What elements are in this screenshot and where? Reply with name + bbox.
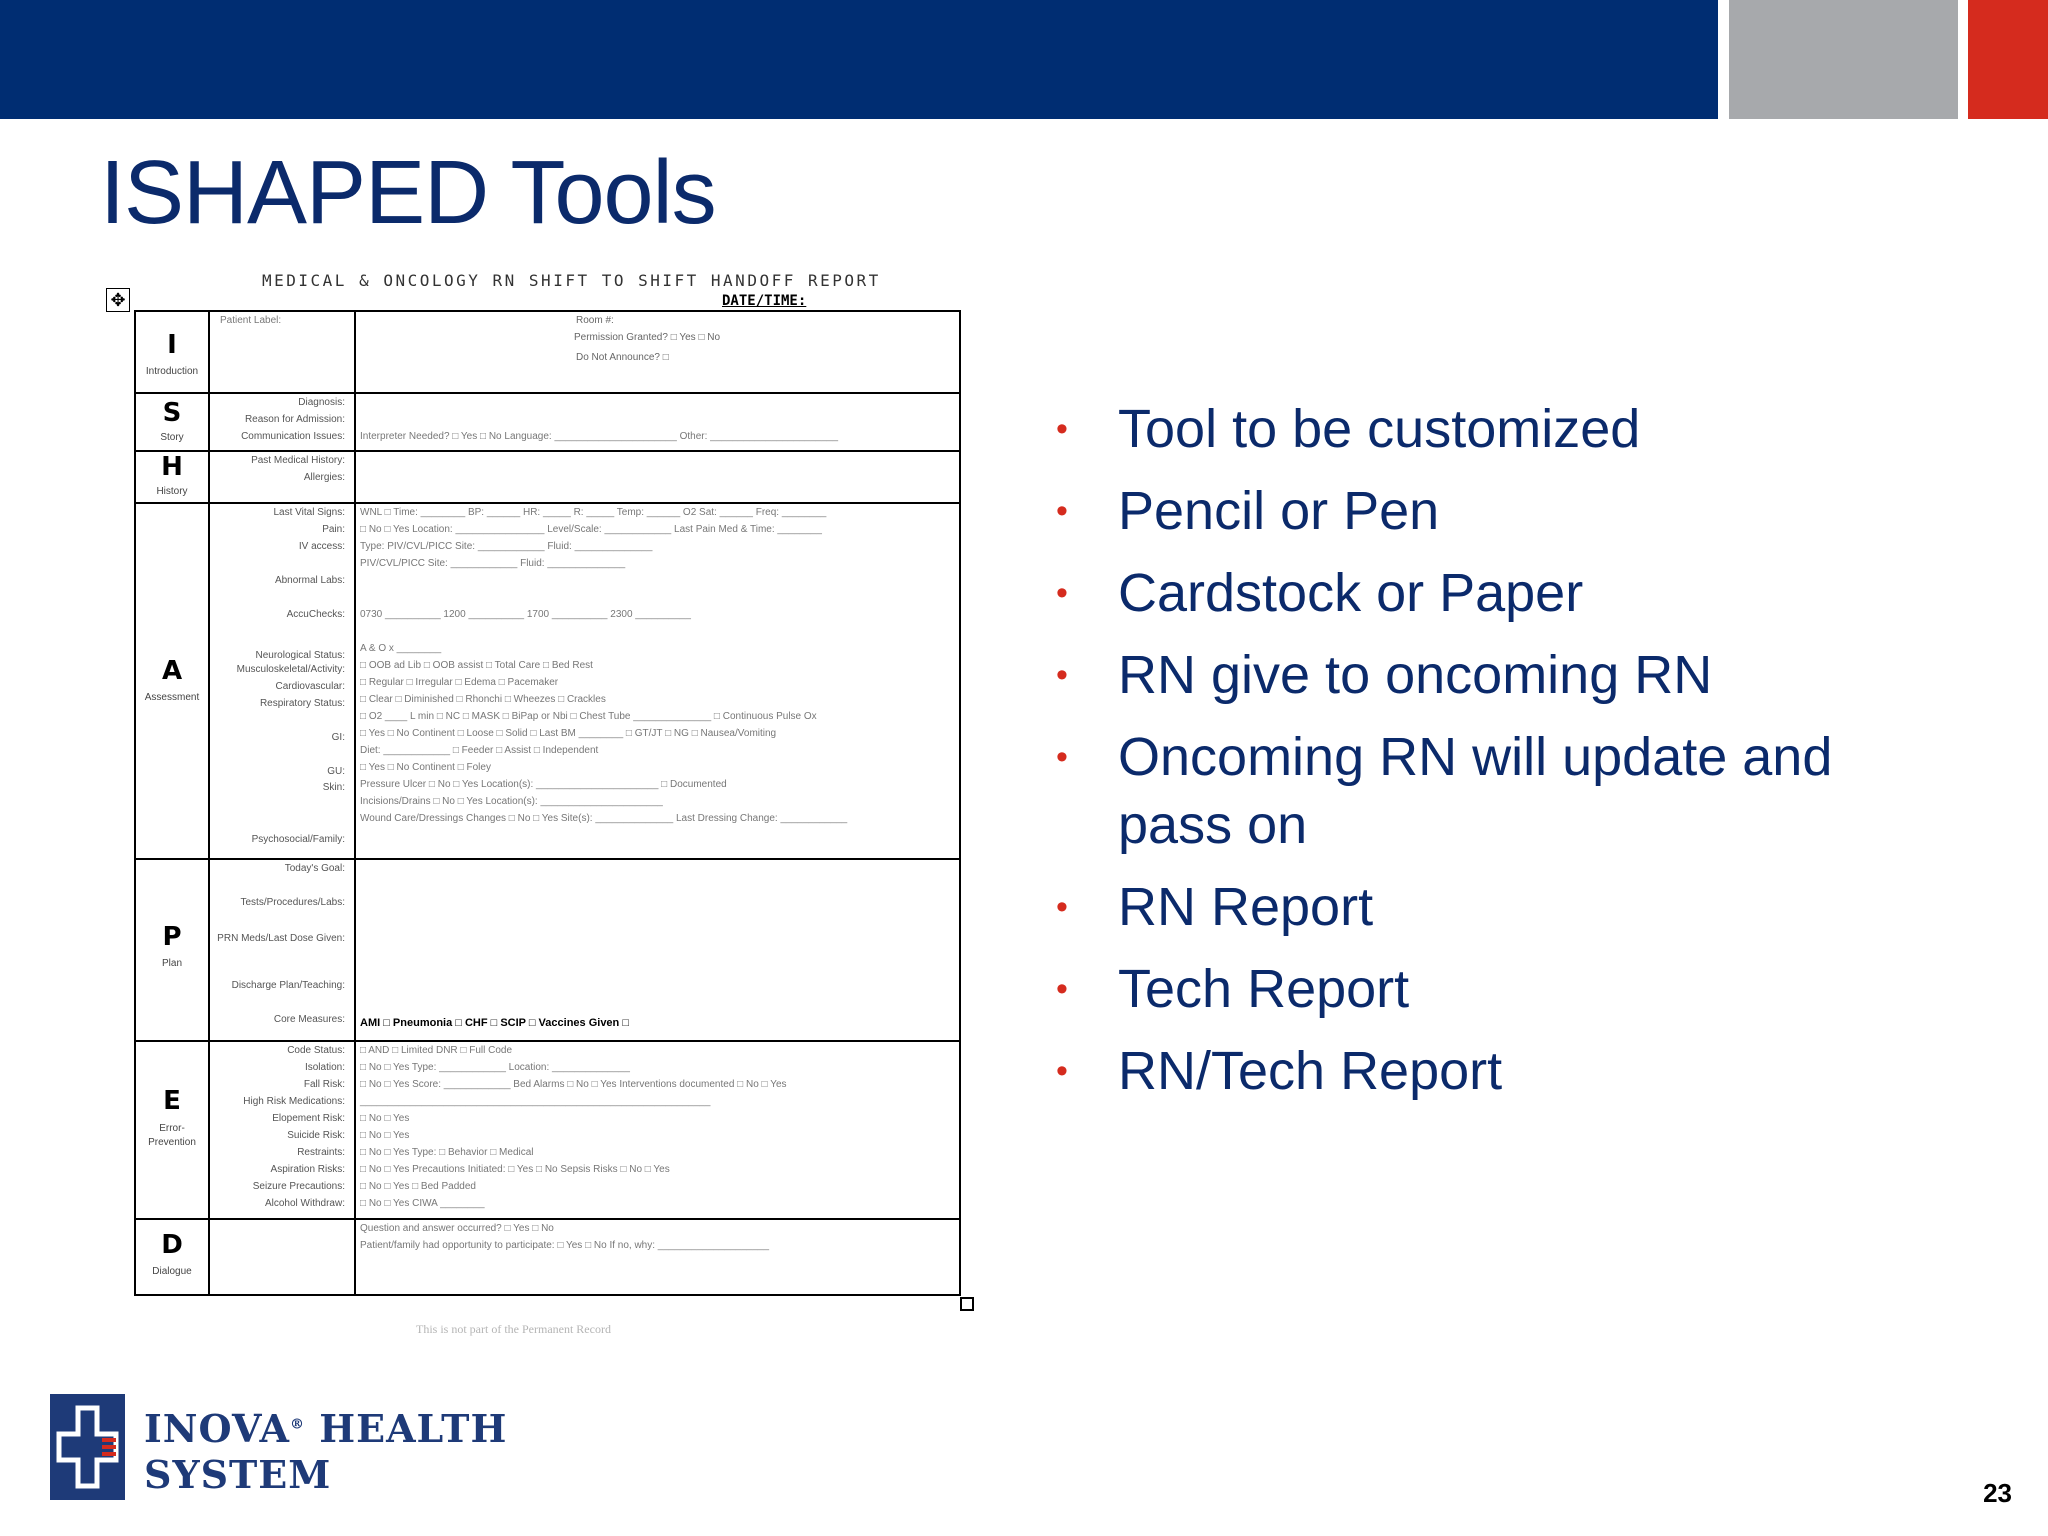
patient-label: Patient Label: xyxy=(220,315,282,326)
table-resize-handle[interactable] xyxy=(960,1297,974,1311)
form-line: □ AND □ Limited DNR □ Full Code xyxy=(360,1045,513,1056)
field-label: Communication Issues: xyxy=(241,431,345,442)
bullet-dot-icon: • xyxy=(1056,492,1068,530)
bullet-item xyxy=(1052,723,1852,859)
bullet-item xyxy=(1052,955,1852,1023)
field-label: Skin: xyxy=(322,782,345,793)
field-label: Code Status: xyxy=(287,1045,345,1056)
top-banner-red xyxy=(1968,0,2048,119)
section-word: Dialogue xyxy=(152,1266,192,1277)
field-label: Restraints: xyxy=(297,1147,345,1158)
form-line: □ No □ Yes Type: □ Behavior □ Medical xyxy=(360,1147,534,1158)
form-line: Incisions/Drains □ No □ Yes Location(s): ______________________ xyxy=(360,796,663,807)
field-label: Pain: xyxy=(322,524,345,535)
form-line: □ No □ Yes xyxy=(360,1113,410,1124)
bullet-item xyxy=(1052,873,1852,941)
section-word: Introduction xyxy=(145,366,199,377)
field-label: Isolation: xyxy=(304,1062,345,1073)
field-label: GU: xyxy=(327,766,345,777)
section-letter: P xyxy=(162,922,182,952)
bullet-dot-icon: • xyxy=(1056,738,1068,776)
form-line: □ No □ Yes Type: ____________ Location: ______________ xyxy=(360,1062,630,1073)
field-label: PRN Meds/Last Dose Given: xyxy=(217,933,345,944)
section-word: Assessment xyxy=(144,692,200,703)
logo-text-line1: INOVA® HEALTH xyxy=(144,1406,508,1451)
bullet-item xyxy=(1052,641,1852,709)
form-line: □ O2 ____ L min □ NC □ MASK □ BiPap or Nbi □ Chest Tube ______________ □ Continuous Pulse Ox xyxy=(360,711,817,722)
section-word: Plan xyxy=(161,958,182,969)
section-error-prevention xyxy=(136,1042,959,1220)
section-plan xyxy=(136,860,959,1042)
field-label: Fall Risk: xyxy=(303,1079,345,1090)
field-label: Psychosocial/Family: xyxy=(251,834,345,845)
bullet-item xyxy=(1052,477,1852,545)
section-dialogue xyxy=(136,1220,959,1294)
section-letter: D xyxy=(161,1230,183,1260)
field-label: Elopement Risk: xyxy=(272,1113,345,1124)
inova-cross-icon xyxy=(50,1394,125,1500)
field-label: Reason for Admission: xyxy=(244,414,345,425)
section-word: Story xyxy=(160,432,184,443)
section-word: Error-Prevention xyxy=(148,1123,196,1148)
bullet-text: Oncoming RN will update and pass on xyxy=(1118,727,1833,855)
form-line: □ No □ Yes Location: ________________ Level/Scale: ____________ Last Pain Med & Time: ________ xyxy=(360,524,822,535)
form-line: Question and answer occurred? □ Yes □ No xyxy=(360,1223,554,1234)
form-line: □ Clear □ Diminished □ Rhonchi □ Wheezes □ Crackles xyxy=(360,694,606,705)
section-letter: I xyxy=(167,330,177,360)
field-label: Suicide Risk: xyxy=(287,1130,345,1141)
form-line: Wound Care/Dressings Changes □ No □ Yes Site(s): ______________ Last Dressing Change: ____________ xyxy=(360,813,848,824)
field-label: Aspiration Risks: xyxy=(270,1164,345,1175)
interpreter-line: Interpreter Needed? □ Yes □ No Language: ______________________ Other: _______________________ xyxy=(360,431,839,442)
bullet-text: RN/Tech Report xyxy=(1118,1041,1503,1101)
table-move-handle-icon[interactable]: ✥ xyxy=(106,288,130,312)
bullet-dot-icon: • xyxy=(1056,410,1068,448)
bullet-item xyxy=(1052,559,1852,627)
field-label: IV access: xyxy=(298,541,345,552)
section-introduction xyxy=(136,312,959,394)
section-assessment xyxy=(136,504,959,860)
form-line: □ OOB ad Lib □ OOB assist □ Total Care □ Bed Rest xyxy=(360,660,593,671)
top-banner-blue xyxy=(0,0,1718,119)
field-label: Today's Goal: xyxy=(284,863,345,874)
bullet-dot-icon: • xyxy=(1056,970,1068,1008)
form-line: □ No □ Yes xyxy=(360,1130,410,1141)
core-measures-checkboxes: AMI □ Pneumonia □ CHF □ SCIP □ Vaccines Given □ xyxy=(360,1017,629,1029)
bullet-dot-icon: • xyxy=(1056,1052,1068,1090)
field-label: Last Vital Signs: xyxy=(273,507,345,518)
section-story xyxy=(136,394,959,452)
top-banner-gray xyxy=(1729,0,1958,119)
field-label: GI: xyxy=(331,732,345,743)
field-label: Cardiovascular: xyxy=(275,681,345,692)
bullet-text: RN give to oncoming RN xyxy=(1118,645,1713,705)
form-line: □ Yes □ No Continent □ Foley xyxy=(360,762,491,773)
handoff-form xyxy=(134,310,961,1296)
form-line: □ No □ Yes Score: ____________ Bed Alarms □ No □ Yes Interventions documented □ No □ Yes xyxy=(360,1079,787,1090)
bullet-dot-icon: • xyxy=(1056,888,1068,926)
permission-granted: Permission Granted? □ Yes □ No xyxy=(574,332,721,343)
field-label: Diagnosis: xyxy=(298,397,345,408)
page-number: 23 xyxy=(1983,1478,2012,1508)
field-label: Allergies: xyxy=(303,472,345,483)
field-label: Abnormal Labs: xyxy=(274,575,345,586)
form-line: Type: PIV/CVL/PICC Site: ____________ Fluid: ______________ xyxy=(360,541,653,552)
section-word: History xyxy=(156,486,188,497)
room-number: Room #: xyxy=(576,315,614,326)
bullet-list xyxy=(1052,395,1852,1119)
bullet-dot-icon: • xyxy=(1056,574,1068,612)
bullet-text: Tool to be customized xyxy=(1118,399,1641,459)
section-history xyxy=(136,452,959,504)
bullet-item xyxy=(1052,1037,1852,1105)
bullet-text: Cardstock or Paper xyxy=(1118,563,1584,623)
bullet-text: Pencil or Pen xyxy=(1118,481,1440,541)
section-letter: H xyxy=(161,452,183,482)
form-heading: MEDICAL & ONCOLOGY RN SHIFT TO SHIFT HANDOFF REPORT xyxy=(262,271,881,290)
field-label: Alcohol Withdraw: xyxy=(264,1198,345,1209)
form-line: Pressure Ulcer □ No □ Yes Location(s): ______________________ □ Documented xyxy=(360,779,727,790)
bullet-text: RN Report xyxy=(1118,877,1374,937)
form-line: Patient/family had opportunity to participate: □ Yes □ No If no, why: ____________________ xyxy=(360,1240,770,1251)
form-line: □ No □ Yes Precautions Initiated: □ Yes □ No Sepsis Risks □ No □ Yes xyxy=(360,1164,670,1175)
field-label: Past Medical History: xyxy=(251,455,345,466)
form-line: 0730 __________ 1200 __________ 1700 __________ 2300 __________ xyxy=(360,609,691,620)
form-footnote: This is not part of the Permanent Record xyxy=(416,1322,611,1336)
field-label: Respiratory Status: xyxy=(259,698,345,709)
field-label: Musculoskeletal/Activity: xyxy=(236,664,345,675)
form-line: □ Yes □ No Continent □ Loose □ Solid □ Last BM ________ □ GT/JT □ NG □ Nausea/Vomiting xyxy=(360,728,777,739)
bullet-item xyxy=(1052,395,1852,463)
field-label: Neurological Status: xyxy=(255,650,345,661)
field-label: AccuChecks: xyxy=(286,609,345,620)
slide-title: ISHAPED Tools xyxy=(100,143,716,243)
form-line: WNL □ Time: ________ BP: ______ HR: _____ R: _____ Temp: ______ O2 Sat: ______ Freq: ________ xyxy=(360,507,827,518)
bullet-dot-icon: • xyxy=(1056,656,1068,694)
form-line: PIV/CVL/PICC Site: ____________ Fluid: ______________ xyxy=(360,558,626,569)
field-label: Core Measures: xyxy=(273,1014,345,1025)
section-letter: A xyxy=(161,656,183,686)
inova-logo xyxy=(50,1394,508,1504)
do-not-announce: Do Not Announce? □ xyxy=(576,352,669,363)
form-line: _______________________________________________________________ xyxy=(360,1096,711,1107)
form-line: □ Regular □ Irregular □ Edema □ Pacemaker xyxy=(360,677,559,688)
form-date-time: DATE/TIME: xyxy=(722,293,807,309)
bullet-text: Tech Report xyxy=(1118,959,1410,1019)
field-label: Seizure Precautions: xyxy=(252,1181,345,1192)
section-letter: E xyxy=(163,1086,181,1116)
field-label: High Risk Medications: xyxy=(243,1096,345,1107)
logo-text-line2: SYSTEM xyxy=(144,1452,332,1497)
section-letter: S xyxy=(162,398,182,428)
form-line: □ No □ Yes CIWA ________ xyxy=(360,1198,485,1209)
form-line: Diet: ____________ □ Feeder □ Assist □ Independent xyxy=(360,745,599,756)
form-line: A & O x ________ xyxy=(360,643,442,654)
field-label: Tests/Procedures/Labs: xyxy=(240,897,345,908)
field-label: Discharge Plan/Teaching: xyxy=(231,980,345,991)
form-line: □ No □ Yes □ Bed Padded xyxy=(360,1181,476,1192)
